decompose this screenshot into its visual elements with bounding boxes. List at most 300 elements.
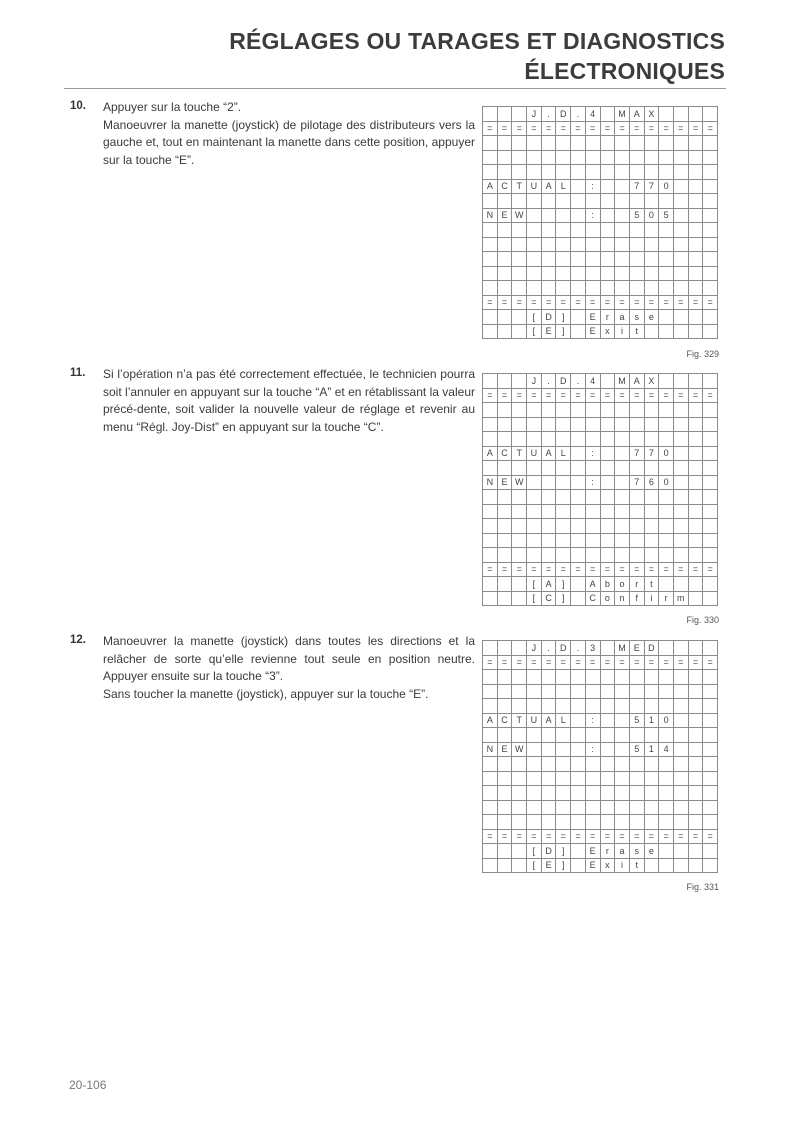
lcd-cell: [541, 815, 556, 830]
lcd-cell: [703, 403, 718, 418]
lcd-cell: [527, 223, 542, 238]
lcd-row: [483, 324, 718, 339]
lcd-cell: [600, 742, 615, 757]
lcd-cell: e: [644, 310, 659, 325]
lcd-cell: A: [629, 107, 644, 122]
lcd-cell: [497, 504, 512, 519]
lcd-cell: =: [571, 562, 586, 577]
lcd-cell: =: [483, 295, 498, 310]
lcd-cell: [512, 771, 527, 786]
lcd-cell: [512, 324, 527, 339]
lcd-cell: =: [673, 829, 688, 844]
lcd-cell: [600, 223, 615, 238]
lcd-cell: 5: [629, 742, 644, 757]
lcd-cell: =: [497, 655, 512, 670]
lcd-cell: [703, 641, 718, 656]
lcd-cell: [585, 417, 600, 432]
lcd-cell: [556, 281, 571, 296]
lcd-cell: =: [483, 829, 498, 844]
lcd-cell: [571, 223, 586, 238]
lcd-cell: [600, 728, 615, 743]
lcd-cell: [615, 461, 630, 476]
lcd-cell: [644, 670, 659, 685]
lcd-cell: [673, 310, 688, 325]
lcd-cell: t: [644, 577, 659, 592]
lcd-cell: [527, 771, 542, 786]
lcd-cell: [512, 150, 527, 165]
page-title-line1: RÉGLAGES OU TARAGES ET DIAGNOSTICS: [229, 28, 725, 54]
lcd-cell: [527, 403, 542, 418]
lcd-cell: [527, 490, 542, 505]
lcd-cell: [512, 136, 527, 151]
lcd-cell: =: [644, 829, 659, 844]
lcd-cell: [571, 461, 586, 476]
lcd-cell: [585, 815, 600, 830]
lcd-cell: [615, 771, 630, 786]
lcd-cell: ]: [556, 310, 571, 325]
lcd-cell: [541, 504, 556, 519]
lcd-cell: [659, 107, 674, 122]
lcd-row: [483, 403, 718, 418]
lcd-cell: [497, 237, 512, 252]
lcd-cell: [571, 757, 586, 772]
lcd-cell: [571, 742, 586, 757]
lcd-cell: [497, 577, 512, 592]
lcd-cell: [629, 237, 644, 252]
lcd-cell: [497, 786, 512, 801]
page-title-line2: ÉLECTRONIQUES: [524, 58, 725, 84]
lcd-cell: [688, 165, 703, 180]
lcd-cell: =: [556, 295, 571, 310]
step-paragraph: Manoeuvrer la manette (joystick) dans toutes les directions et la relâcher de sorte qu’elle revienne tout seule en position neutre. Appuyer ensuite sur la touche “3”.: [103, 634, 475, 684]
lcd-cell: [688, 548, 703, 563]
lcd-cell: [673, 252, 688, 267]
lcd-cell: =: [703, 562, 718, 577]
lcd-cell: [600, 699, 615, 714]
lcd-cell: E: [585, 844, 600, 859]
lcd-cell: [483, 757, 498, 772]
lcd-cell: [556, 165, 571, 180]
lcd-cell: [600, 771, 615, 786]
lcd-cell: [629, 194, 644, 209]
lcd-cell: [629, 815, 644, 830]
lcd-cell: [497, 519, 512, 534]
lcd-cell: [615, 728, 630, 743]
lcd-cell: [585, 800, 600, 815]
lcd-cell: [615, 403, 630, 418]
lcd-cell: [512, 237, 527, 252]
lcd-cell: [483, 432, 498, 447]
lcd-cell: [541, 533, 556, 548]
lcd-cell: =: [629, 655, 644, 670]
lcd-cell: =: [571, 655, 586, 670]
lcd-cell: [483, 281, 498, 296]
lcd-cell: [644, 757, 659, 772]
lcd-cell: [: [527, 324, 542, 339]
lcd-cell: [673, 800, 688, 815]
lcd-cell: W: [512, 475, 527, 490]
lcd-cell: a: [615, 310, 630, 325]
lcd-cell: :: [585, 179, 600, 194]
lcd-cell: [629, 519, 644, 534]
lcd-cell: [659, 461, 674, 476]
lcd-cell: [483, 324, 498, 339]
lcd-cell: =: [585, 388, 600, 403]
lcd-cell: ]: [556, 591, 571, 606]
lcd-cell: [688, 266, 703, 281]
lcd-cell: [673, 713, 688, 728]
lcd-cell: [688, 641, 703, 656]
lcd-cell: [629, 150, 644, 165]
lcd-cell: [497, 417, 512, 432]
lcd-cell: L: [556, 713, 571, 728]
lcd-cell: [703, 519, 718, 534]
lcd-cell: [673, 742, 688, 757]
lcd-cell: =: [512, 388, 527, 403]
lcd-cell: [483, 374, 498, 389]
lcd-cell: 1: [644, 713, 659, 728]
lcd-row: [483, 490, 718, 505]
lcd-cell: [615, 699, 630, 714]
lcd-cell: [556, 771, 571, 786]
lcd-cell: r: [600, 310, 615, 325]
lcd-cell: [629, 266, 644, 281]
lcd-cell: [644, 504, 659, 519]
lcd-row: [483, 829, 718, 844]
lcd-cell: =: [703, 388, 718, 403]
lcd-cell: [600, 786, 615, 801]
lcd-cell: [571, 548, 586, 563]
lcd-cell: =: [541, 121, 556, 136]
lcd-cell: [615, 815, 630, 830]
lcd-cell: [615, 519, 630, 534]
lcd-cell: .: [571, 641, 586, 656]
lcd-cell: [541, 742, 556, 757]
lcd-cell: [497, 533, 512, 548]
lcd-cell: [512, 699, 527, 714]
lcd-cell: [585, 223, 600, 238]
lcd-cell: U: [527, 713, 542, 728]
lcd-cell: [483, 490, 498, 505]
lcd-cell: [483, 684, 498, 699]
lcd-cell: W: [512, 208, 527, 223]
lcd-cell: [629, 490, 644, 505]
lcd-cell: [497, 107, 512, 122]
lcd-cell: [571, 577, 586, 592]
lcd-cell: [673, 475, 688, 490]
figure-caption: Fig. 330: [686, 615, 719, 625]
lcd-cell: [527, 281, 542, 296]
lcd-cell: [497, 281, 512, 296]
lcd-cell: [556, 670, 571, 685]
lcd-cell: [541, 490, 556, 505]
lcd-cell: [541, 150, 556, 165]
lcd-cell: [688, 519, 703, 534]
lcd-cell: [673, 684, 688, 699]
lcd-cell: [688, 223, 703, 238]
lcd-cell: [659, 504, 674, 519]
lcd-cell: C: [497, 446, 512, 461]
lcd-cell: [512, 533, 527, 548]
lcd-cell: [585, 150, 600, 165]
lcd-cell: [497, 194, 512, 209]
lcd-cell: [541, 728, 556, 743]
lcd-cell: M: [615, 107, 630, 122]
lcd-cell: [483, 417, 498, 432]
lcd-cell: [703, 417, 718, 432]
lcd-cell: [659, 223, 674, 238]
lcd-cell: [629, 786, 644, 801]
lcd-cell: =: [629, 295, 644, 310]
lcd-cell: =: [659, 562, 674, 577]
lcd-cell: [644, 519, 659, 534]
lcd-cell: =: [688, 121, 703, 136]
lcd-cell: [512, 858, 527, 873]
lcd-cell: [497, 670, 512, 685]
lcd-cell: 3: [585, 641, 600, 656]
lcd-cell: [688, 815, 703, 830]
lcd-row: [483, 655, 718, 670]
lcd-cell: [659, 490, 674, 505]
lcd-row: [483, 670, 718, 685]
lcd-cell: [703, 281, 718, 296]
lcd-cell: [659, 728, 674, 743]
lcd-row: [483, 446, 718, 461]
lcd-cell: [: [527, 858, 542, 873]
lcd-cell: [585, 136, 600, 151]
lcd-cell: [659, 310, 674, 325]
lcd-cell: [483, 223, 498, 238]
lcd-cell: [571, 194, 586, 209]
lcd-cell: [571, 475, 586, 490]
lcd-cell: [615, 223, 630, 238]
lcd-cell: [673, 548, 688, 563]
lcd-row: [483, 237, 718, 252]
lcd-cell: [659, 136, 674, 151]
lcd-cell: [483, 310, 498, 325]
lcd-cell: [673, 417, 688, 432]
lcd-cell: [644, 461, 659, 476]
lcd-cell: =: [615, 655, 630, 670]
lcd-cell: [615, 136, 630, 151]
lcd-cell: A: [483, 713, 498, 728]
lcd-cell: [673, 179, 688, 194]
lcd-cell: =: [541, 295, 556, 310]
lcd-cell: [659, 324, 674, 339]
lcd-cell: [556, 728, 571, 743]
lcd-cell: [644, 684, 659, 699]
lcd-cell: [556, 548, 571, 563]
lcd-cell: [512, 281, 527, 296]
lcd-cell: =: [629, 388, 644, 403]
lcd-cell: [497, 771, 512, 786]
page-number: 20-106: [69, 1078, 107, 1092]
lcd-cell: [527, 417, 542, 432]
lcd-cell: [585, 432, 600, 447]
lcd-cell: [673, 237, 688, 252]
lcd-cell: [497, 403, 512, 418]
lcd-cell: [512, 374, 527, 389]
lcd-cell: [541, 771, 556, 786]
lcd-cell: [703, 461, 718, 476]
lcd-cell: 6: [644, 475, 659, 490]
lcd-row: [483, 295, 718, 310]
lcd-cell: [600, 252, 615, 267]
lcd-cell: [571, 699, 586, 714]
lcd-cell: [688, 194, 703, 209]
lcd-cell: =: [600, 121, 615, 136]
lcd-cell: =: [688, 655, 703, 670]
lcd-cell: C: [497, 713, 512, 728]
lcd-cell: n: [615, 591, 630, 606]
lcd-cell: [659, 800, 674, 815]
lcd-cell: [571, 237, 586, 252]
lcd-cell: [659, 771, 674, 786]
lcd-cell: [688, 504, 703, 519]
lcd-cell: [585, 533, 600, 548]
lcd-cell: [585, 266, 600, 281]
lcd-cell: [600, 475, 615, 490]
lcd-cell: [571, 446, 586, 461]
lcd-cell: J: [527, 641, 542, 656]
lcd-cell: [615, 490, 630, 505]
lcd-cell: [497, 165, 512, 180]
lcd-cell: [483, 150, 498, 165]
lcd-cell: [688, 533, 703, 548]
lcd-cell: [659, 417, 674, 432]
lcd-cell: =: [615, 829, 630, 844]
lcd-cell: :: [585, 742, 600, 757]
lcd-cell: [703, 548, 718, 563]
lcd-cell: [688, 417, 703, 432]
lcd-cell: [512, 670, 527, 685]
lcd-cell: [703, 475, 718, 490]
lcd-cell: [497, 490, 512, 505]
lcd-cell: [703, 786, 718, 801]
lcd-cell: [556, 252, 571, 267]
lcd-cell: [688, 699, 703, 714]
lcd-cell: [527, 432, 542, 447]
lcd-cell: f: [629, 591, 644, 606]
lcd-cell: [644, 266, 659, 281]
lcd-cell: [600, 107, 615, 122]
lcd-cell: [556, 461, 571, 476]
lcd-cell: i: [615, 858, 630, 873]
lcd-cell: 7: [629, 475, 644, 490]
lcd-cell: [644, 800, 659, 815]
lcd-cell: =: [556, 388, 571, 403]
lcd-cell: [497, 252, 512, 267]
lcd-cell: .: [571, 374, 586, 389]
lcd-row: [483, 374, 718, 389]
lcd-cell: [703, 771, 718, 786]
lcd-cell: [585, 757, 600, 772]
lcd-cell: [527, 150, 542, 165]
lcd-cell: [571, 281, 586, 296]
lcd-cell: [673, 432, 688, 447]
lcd-cell: [600, 165, 615, 180]
lcd-cell: =: [512, 562, 527, 577]
lcd-cell: =: [512, 121, 527, 136]
lcd-cell: [629, 757, 644, 772]
lcd-row: [483, 519, 718, 534]
lcd-cell: [571, 136, 586, 151]
lcd-cell: =: [527, 829, 542, 844]
lcd-cell: [600, 446, 615, 461]
lcd-cell: =: [585, 295, 600, 310]
lcd-cell: =: [483, 562, 498, 577]
lcd-cell: =: [644, 388, 659, 403]
lcd-cell: [571, 786, 586, 801]
lcd-cell: [571, 150, 586, 165]
lcd-row: [483, 150, 718, 165]
lcd-cell: [673, 504, 688, 519]
lcd-row: [483, 771, 718, 786]
lcd-cell: [571, 591, 586, 606]
lcd-cell: 4: [585, 107, 600, 122]
lcd-cell: =: [541, 562, 556, 577]
lcd-cell: [527, 670, 542, 685]
lcd-cell: =: [659, 295, 674, 310]
lcd-cell: =: [512, 829, 527, 844]
lcd-cell: [703, 742, 718, 757]
lcd-cell: =: [556, 562, 571, 577]
lcd-cell: [673, 107, 688, 122]
lcd-cell: [571, 208, 586, 223]
lcd-cell: ]: [556, 324, 571, 339]
lcd-row: [483, 417, 718, 432]
lcd-cell: [703, 713, 718, 728]
lcd-cell: [659, 844, 674, 859]
lcd-cell: [541, 800, 556, 815]
lcd-cell: [585, 237, 600, 252]
lcd-cell: [659, 237, 674, 252]
step-number: 11.: [70, 367, 86, 379]
lcd-row: [483, 461, 718, 476]
lcd-cell: [483, 771, 498, 786]
lcd-cell: [644, 194, 659, 209]
lcd-row: [483, 533, 718, 548]
lcd-cell: [497, 757, 512, 772]
lcd-cell: 0: [659, 446, 674, 461]
lcd-cell: [600, 194, 615, 209]
lcd-cell: [644, 548, 659, 563]
lcd-cell: [615, 800, 630, 815]
lcd-cell: =: [673, 655, 688, 670]
lcd-cell: [483, 699, 498, 714]
lcd-cell: =: [497, 562, 512, 577]
lcd-cell: [659, 150, 674, 165]
lcd-cell: [703, 194, 718, 209]
lcd-cell: b: [600, 577, 615, 592]
lcd-cell: [512, 252, 527, 267]
lcd-cell: [688, 252, 703, 267]
lcd-cell: [527, 208, 542, 223]
lcd-cell: [600, 237, 615, 252]
lcd-cell: [483, 533, 498, 548]
lcd-cell: =: [673, 388, 688, 403]
lcd-cell: [497, 858, 512, 873]
lcd-cell: [659, 815, 674, 830]
lcd-cell: [497, 136, 512, 151]
lcd-cell: C: [497, 179, 512, 194]
lcd-cell: [483, 641, 498, 656]
lcd-cell: =: [571, 829, 586, 844]
lcd-cell: [527, 684, 542, 699]
lcd-cell: [644, 281, 659, 296]
lcd-cell: [585, 403, 600, 418]
lcd-cell: [615, 742, 630, 757]
